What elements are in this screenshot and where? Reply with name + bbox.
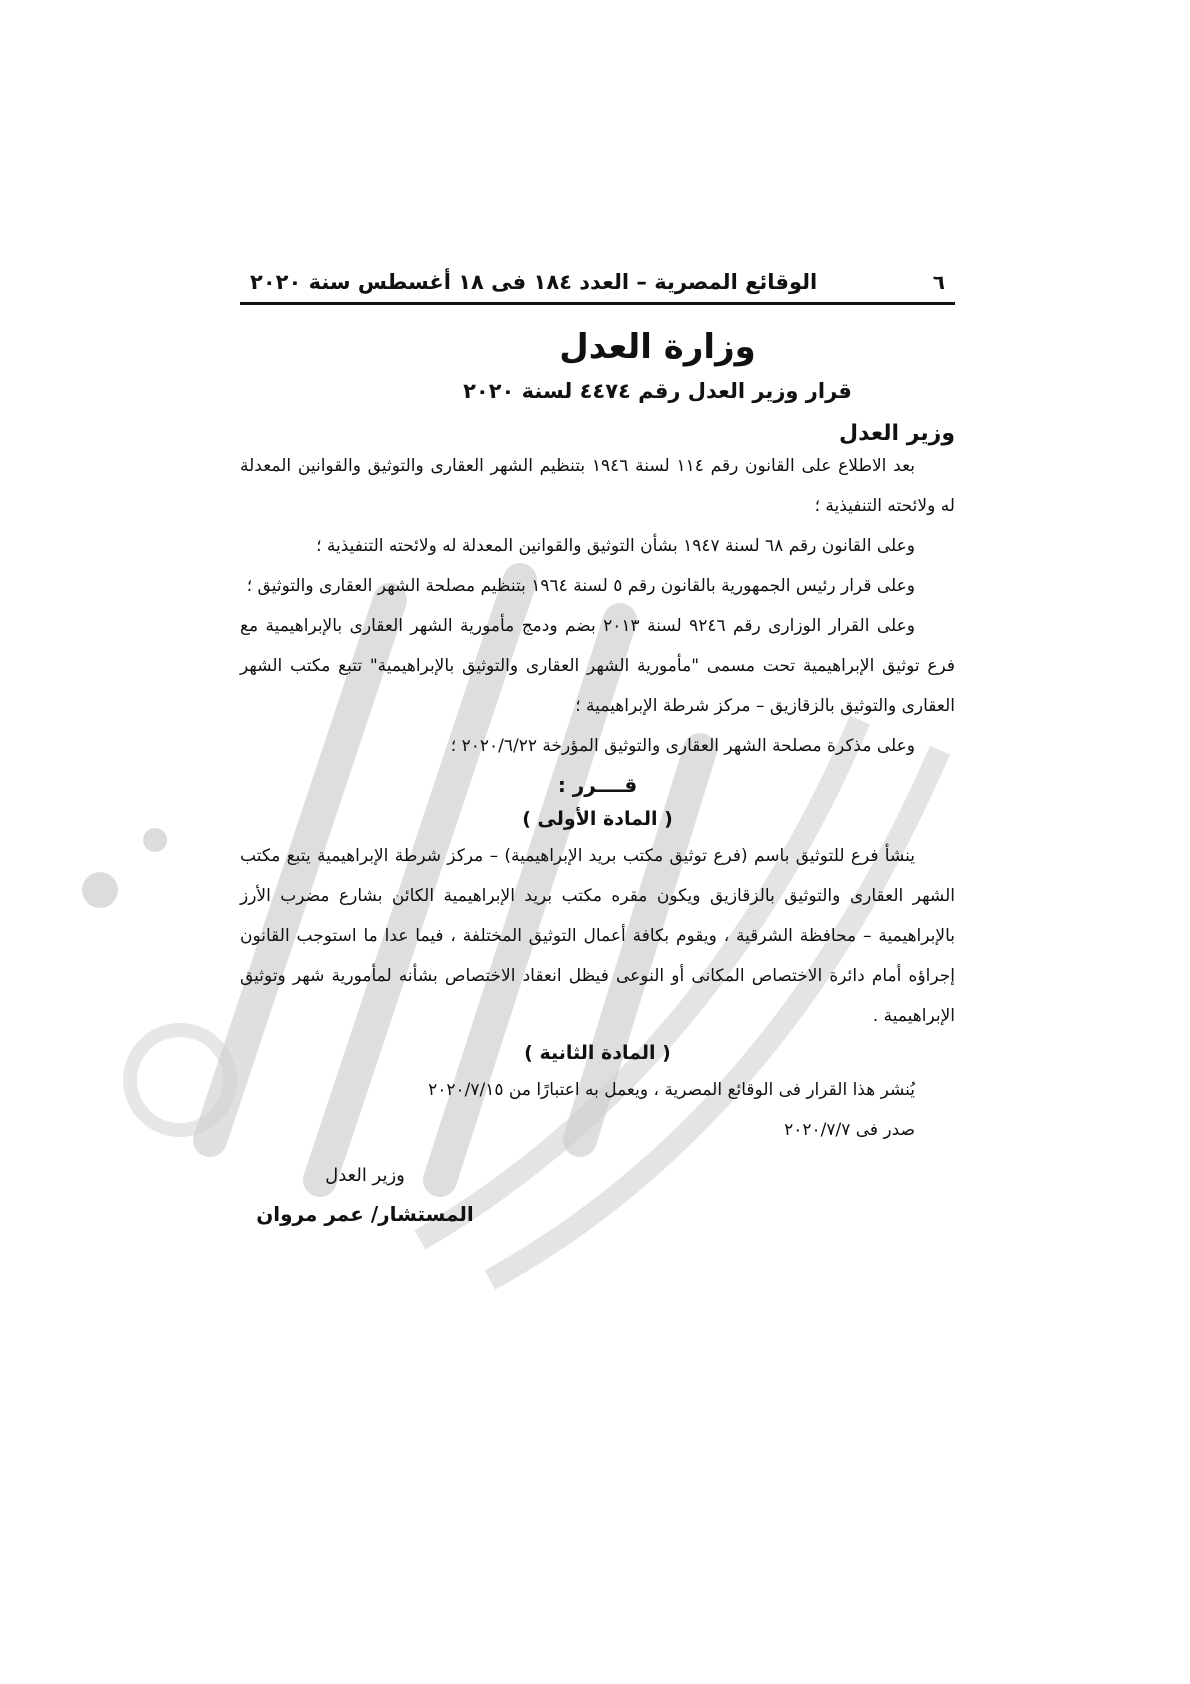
preamble-paragraph-3: وعلى قرار رئيس الجمهورية بالقانون رقم ٥ لسنة ١٩٦٤ بتنظيم مصلحة الشهر العقارى والتوثيق ؛ xyxy=(246,576,915,596)
preamble-paragraph-5: وعلى مذكرة مصلحة الشهر العقارى والتوثيق المؤرخة ٢٠٢٠/٦/٢٢ ؛ xyxy=(450,736,915,756)
gazette-issue-line: الوقائع المصرية – العدد ١٨٤ فى ١٨ أغسطس سنة ٢٠٢٠ xyxy=(250,270,818,294)
article-1-title: ( المادة الأولى ) xyxy=(522,808,673,830)
signature-name: المستشار/ عمر مروان xyxy=(256,1202,474,1226)
gazette-header xyxy=(240,270,955,305)
preamble-paragraph-1: بعد الاطلاع على القانون رقم ١١٤ لسنة ١٩٤٦ بتنظيم الشهر العقارى والتوثيق والقوانين المعدلة له ولائحته التنفيذية ؛ xyxy=(240,456,955,516)
decided-label: قــــرر : xyxy=(557,773,638,797)
preamble-paragraph-4: وعلى القرار الوزارى رقم ٩٢٤٦ لسنة ٢٠١٣ بضم ودمج مأمورية الشهر العقارى بالإبراهيمية مع فرع توثيق الإبراهيمية تحت مسمى "مأمورية الشهر العقارى والتوثيق بالإبراهيمية" تتبع مكتب الشهر العقارى والتوثيق بالزقازيق – مركز شرطة الإبراهيمية ؛ xyxy=(240,616,955,716)
article-2-text: يُنشر هذا القرار فى الوقائع المصرية ، ويعمل به اعتبارًا من ٢٠٢٠/٧/١٥ xyxy=(428,1080,915,1100)
page-number: ٦ xyxy=(932,270,945,294)
signature-role: وزير العدل xyxy=(325,1165,405,1186)
document-body xyxy=(240,270,955,1232)
decree-title: قرار وزير العدل رقم ٤٤٧٤ لسنة ٢٠٢٠ xyxy=(463,379,852,403)
minister-heading: وزير العدل xyxy=(839,421,955,446)
issued-date: صدر فى ٢٠٢٠/٧/٧ xyxy=(784,1120,915,1140)
signature-block xyxy=(245,1156,485,1232)
ministry-title: وزارة العدل xyxy=(559,327,756,367)
article-2-title: ( المادة الثانية ) xyxy=(524,1042,671,1064)
preamble-paragraph-2: وعلى القانون رقم ٦٨ لسنة ١٩٤٧ بشأن التوثيق والقوانين المعدلة له ولائحته التنفيذية ؛ xyxy=(316,536,915,556)
article-1-text: ينشأ فرع للتوثيق باسم (فرع توثيق مكتب بريد الإبراهيمية) – مركز شرطة الإبراهيمية يتبع مكتب الشهر العقارى والتوثيق بالزقازيق ويكون مقره مكتب بريد الإبراهيمية الكائن بشارع مضرب الأرز بالإبراهيمية – محافظة الشرقية ، ويقوم بكافة أعمال التوثيق المختلفة ، فيما عدا ما استوجب القانون إجراؤه أمام دائرة الاختصاص المكانى أو النوعى فيظل انعقاد الاختصاص بشأنه لمأمورية شهر وتوثيق الإبراهيمية . xyxy=(240,846,955,1026)
